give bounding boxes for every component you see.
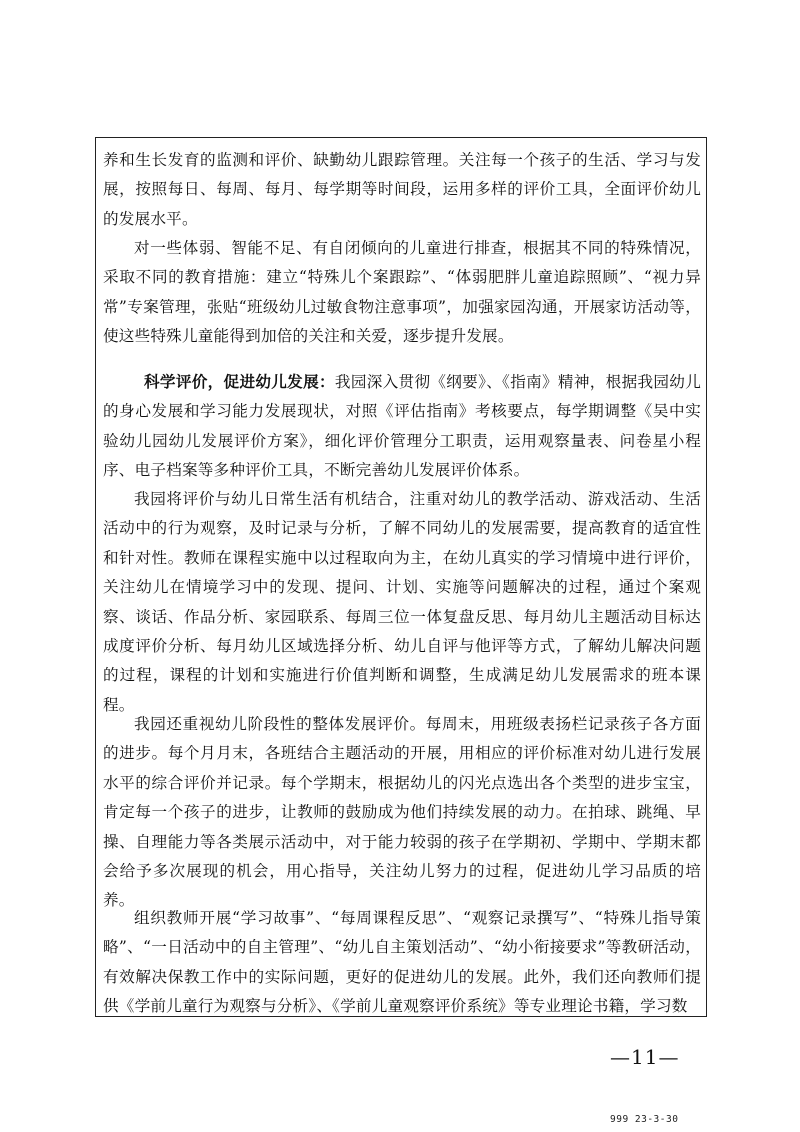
print-stamp: 999 23-3-30 — [610, 1114, 679, 1125]
paragraph-5: 我园还重视幼儿阶段性的整体发展评价。每周末，用班级表扬栏记录孩子各方面的进步。每个月月末，各班结合主题活动的开展，用相应的评价标准对幼儿进行发展水平的综合评价并记录。每个学期末，根据幼儿的闪光点选出各个类型的进步宝宝，肯定每一个孩子的进步，让教师的鼓励成为他们持续发展的动力。在拍球、跳绳、早操、自理能力等各类展示活动中，对于能力较弱的孩子在学期初、学期中、学期末都会给予多次展现的机会，用心指导，关注幼儿努力的过程，促进幼儿学习品质的培养。 — [103, 715, 701, 910]
paragraph-4: 我园将评价与幼儿日常生活有机结合，注重对幼儿的教学活动、游戏活动、生活活动中的行为观察，及时记录与分析，了解不同幼儿的发展需要，提高教育的适宜性和针对性。教师在课程实施中以过程取向为主，在幼儿真实的学习情境中进行评价，关注幼儿在情境学习中的发现、提问、计划、实施等问题解决的过程，通过个案观察、谈话、作品分析、家园联系、每周三位一体复盘反思、每月幼儿主题活动目标达成度评价分析、每月幼儿区域选择分析、幼儿自评与他评等方式，了解幼儿解决问题的过程，课程的计划和实施进行价值判断和调整，生成满足幼儿发展需求的班本课程。 — [103, 490, 701, 714]
paragraph-1: 养和生长发育的监测和评价、缺勤幼儿跟踪管理。关注每一个孩子的生活、学习与发展，按照每日、每周、每月、每学期等时间段，运用多样的评价工具，全面评价幼儿的发展水平。 — [103, 151, 701, 228]
paragraph-3-lead: 科学评价，促进幼儿发展： — [144, 372, 335, 391]
paragraph-2: 对一些体弱、智能不足、有自闭倾向的儿童进行排查，根据其不同的特殊情况，采取不同的教育措施：建立“特殊儿个案跟踪”、“体弱肥胖儿童追踪照顾”、“视力异常”专案管理，张贴“班级幼儿过敏食物注意事项”，加强家园沟通，开展家访活动等，使这些特殊儿童能得到加倍的关注和关爱，逐步提升发展。 — [103, 239, 701, 346]
paragraph-3 — [103, 367, 701, 486]
paragraph-6: 组织教师开展“学习故事”、“每周课程反思”、“观察记录撰写”、“特殊儿指导策略”、“一日活动中的自主管理”、“幼儿自主策划活动”、“幼小衔接要求”等教研活动，有效解决保教工作中的实际问题，更好的促进幼儿的发展。此外，我们还向教师们提供《学前儿童行为观察与分析》、《学前儿童观察评价系统》等专业理论书籍，学习数 — [103, 909, 701, 1016]
paragraph-3-body: 我园深入贯彻《纲要》、《指南》精神，根据我园幼儿的身心发展和学习能力发展现状，对照《评估指南》考核要点，每学期调整《吴中实验幼儿园幼儿发展评价方案》，细化评价管理分工职责，运用观察量表、问卷星小程序、电子档案等多种评价工具，不断完善幼儿发展评价体系。 — [103, 373, 701, 480]
page-number: —11— — [610, 1045, 680, 1069]
